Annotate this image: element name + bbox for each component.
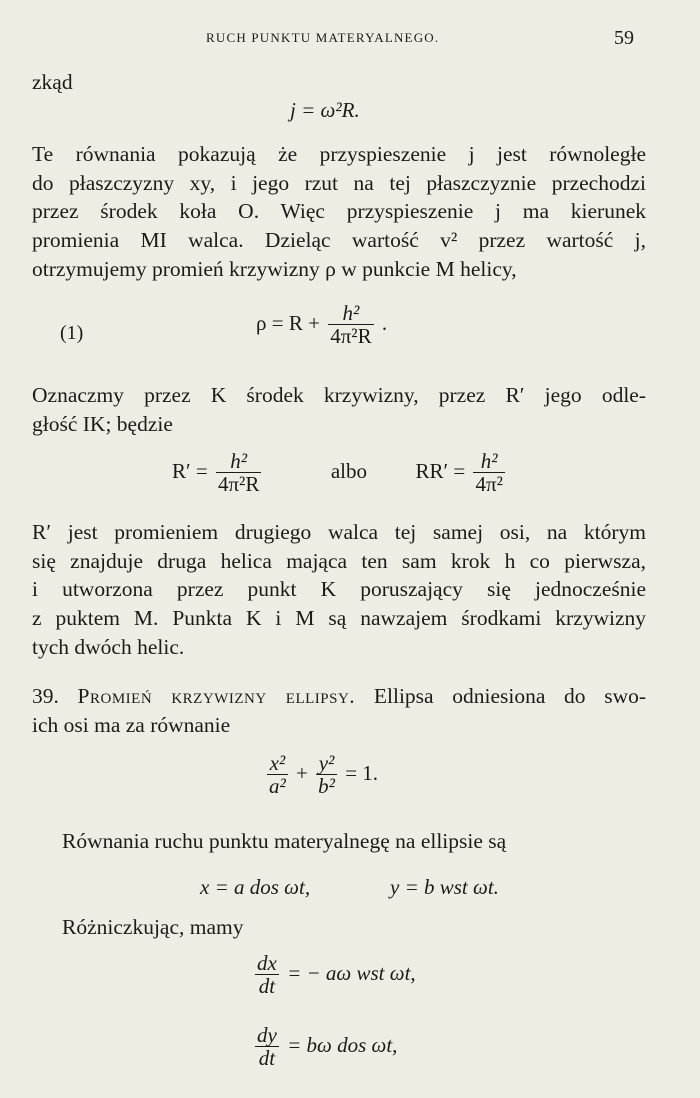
paragraph-line: Te równania pokazują że przyspieszenie j jest równoległe bbox=[32, 142, 646, 166]
paragraph-line: Oznaczmy przez K środek krzywizny, przez R′ jego odle- bbox=[32, 383, 646, 407]
fraction-numerator: x² bbox=[269, 751, 286, 775]
equation-5 bbox=[252, 952, 416, 998]
paragraph-line: i utworzona przez punkt K poruszający się jednocześnie bbox=[32, 577, 646, 602]
paragraph-line: z puktem M. Punkta K i M są nawzajem środkami krzywizny bbox=[32, 606, 646, 631]
equation-text: y = b wst ωt. bbox=[390, 875, 499, 899]
equation-plus: + bbox=[296, 760, 308, 785]
fraction-denominator: dt bbox=[255, 1046, 279, 1070]
fraction bbox=[267, 752, 288, 798]
equation-rhs: = bω dos ωt, bbox=[287, 1032, 398, 1057]
page-number: 59 bbox=[614, 27, 634, 49]
fraction bbox=[255, 1024, 279, 1070]
fraction-denominator: b² bbox=[318, 774, 335, 799]
equation-lhs: R′ = bbox=[172, 458, 208, 483]
equation-4a bbox=[200, 875, 310, 900]
fraction-numerator: h² bbox=[230, 449, 248, 473]
fraction bbox=[328, 302, 373, 348]
equation-conjunction: albo bbox=[330, 458, 368, 483]
text-line: Równania ruchu punktu materyalnegę na ellipsie są bbox=[62, 829, 507, 853]
equation-rhs: RR′ = bbox=[415, 458, 466, 483]
section-39 bbox=[32, 682, 646, 739]
fraction-numerator: dx bbox=[257, 951, 277, 975]
paragraph-line: otrzymujemy promień krzywizny ρ w punkcie M helicy, bbox=[32, 256, 517, 281]
section-title: Promień krzywizny ellipsy. bbox=[77, 684, 356, 708]
equation-text: x = a dos ωt, bbox=[200, 875, 311, 899]
paragraph-line: przez środek koła O. Więc przyspieszenie j ma kierunek bbox=[32, 199, 646, 224]
equation-3 bbox=[264, 752, 378, 798]
equation-4b bbox=[390, 875, 499, 900]
paragraph-2 bbox=[32, 381, 646, 438]
fraction bbox=[255, 952, 279, 998]
equation-6 bbox=[252, 1024, 397, 1070]
paragraph-1 bbox=[32, 140, 646, 284]
equation-number: (1) bbox=[60, 322, 84, 344]
paragraph-3 bbox=[32, 518, 646, 662]
fraction bbox=[316, 752, 337, 798]
equation-text: j = ω²R. bbox=[290, 98, 360, 122]
section-text: Ellipsa odniesiona do swo- bbox=[373, 684, 647, 708]
equation-1 bbox=[256, 302, 387, 348]
equation-j bbox=[290, 98, 360, 123]
fraction bbox=[473, 450, 504, 496]
equation-end: . bbox=[381, 310, 388, 335]
section-number: 39. bbox=[32, 684, 59, 708]
paragraph-line: głość IK; będzie bbox=[32, 411, 173, 436]
fraction-numerator: h² bbox=[342, 301, 360, 325]
fraction bbox=[216, 450, 261, 496]
text-line: Różniczkując, mamy bbox=[62, 915, 244, 939]
equation-rhs: = − aω wst ωt, bbox=[287, 960, 416, 985]
equation-end: = 1. bbox=[345, 760, 379, 785]
paragraph-line: do płaszczyzny xy, i jego rzut na tej płaszczyznie przechodzi bbox=[32, 170, 646, 195]
equation-2 bbox=[172, 450, 508, 496]
paragraph-line: promienia MI walca. Dzieląc wartość v² przez wartość j, bbox=[32, 228, 646, 253]
equation-lhs: ρ = R + bbox=[256, 310, 320, 335]
paragraph-line: ich osi ma za równanie bbox=[32, 712, 231, 737]
fraction-denominator: a² bbox=[269, 774, 286, 799]
fraction-denominator: 4π² bbox=[475, 472, 503, 497]
fraction-numerator: h² bbox=[480, 449, 498, 473]
text-line: zkąd bbox=[32, 70, 73, 94]
fraction-denominator: 4π²R bbox=[330, 324, 372, 349]
running-title: RUCH PUNKTU MATERYALNEGO. bbox=[206, 30, 440, 45]
paragraph-line: się znajduje druga helica mająca ten sam krok h co pierwsza, bbox=[32, 548, 646, 573]
fraction-denominator: dt bbox=[255, 974, 279, 998]
paragraph-line: R′ jest promieniem drugiego walca tej samej osi, na którym bbox=[32, 520, 646, 544]
section-heading-line bbox=[32, 682, 646, 711]
fraction-denominator: 4π²R bbox=[217, 472, 260, 497]
paragraph-line: tych dwóch helic. bbox=[32, 634, 185, 659]
fraction-numerator: dy bbox=[257, 1023, 277, 1047]
fraction-numerator: y² bbox=[318, 751, 335, 775]
